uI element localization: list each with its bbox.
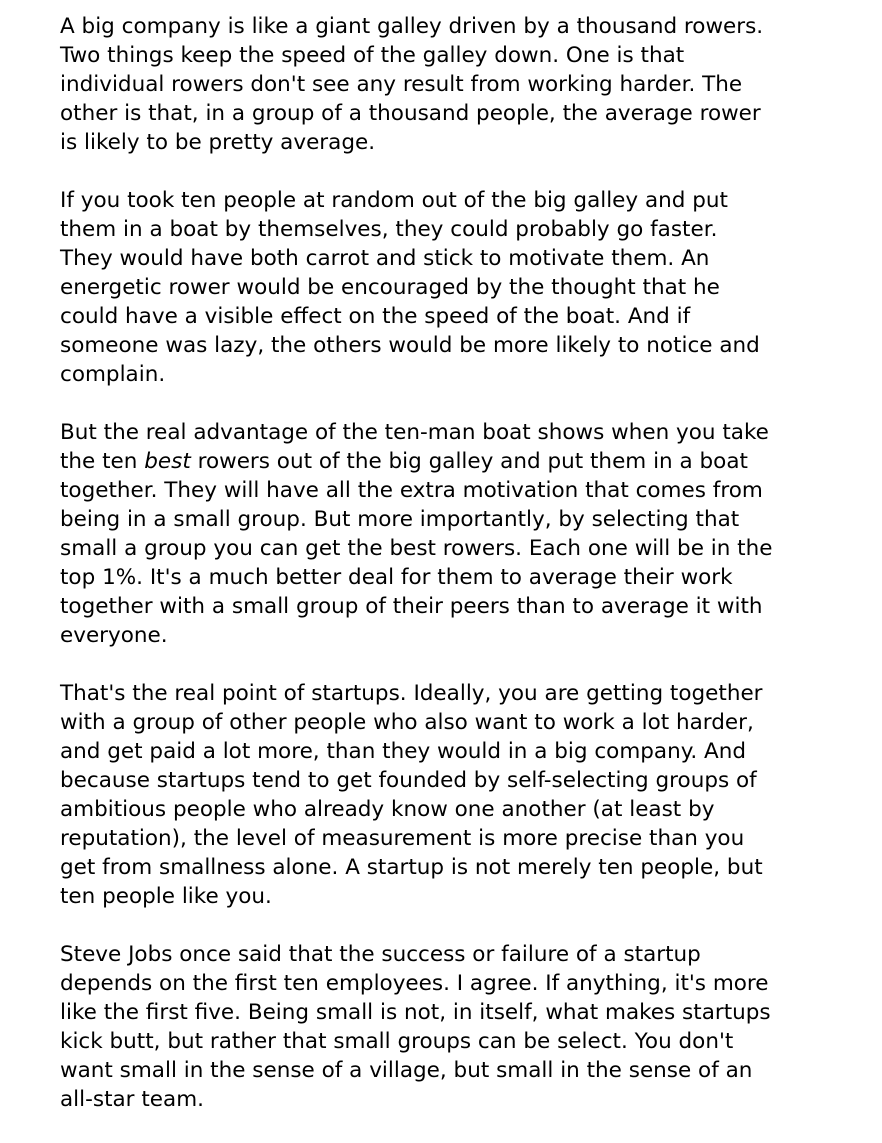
text-line: top 1%. It's a much better deal for them to average their work <box>60 565 733 590</box>
text-segment: the ten <box>60 449 145 474</box>
text-line: other is that, in a group of a thousand people, the average rower <box>60 101 761 126</box>
text-line: They would have both carrot and stick to motivate them. An <box>60 246 710 271</box>
text-line: ten people like you. <box>60 884 272 909</box>
text-line: Two things keep the speed of the galley down. One is that <box>60 43 685 68</box>
text-line: small a group you can get the best rowers. Each one will be in the <box>60 536 773 561</box>
text-line: That's the real point of startups. Ideally, you are getting together <box>60 681 763 706</box>
text-line: depends on the first ten employees. I agree. If anything, it's more <box>60 971 769 996</box>
text-line: get from smallness alone. A startup is not merely ten people, but <box>60 855 763 880</box>
text-line: is likely to be pretty average. <box>60 130 376 155</box>
text-line: them in a boat by themselves, they could probably go faster. <box>60 217 718 242</box>
text-line: Steve Jobs once said that the success or failure of a startup <box>60 942 701 967</box>
text-line: with a group of other people who also want to work a lot harder, <box>60 710 754 735</box>
paragraph <box>60 186 860 389</box>
paragraph <box>60 418 860 650</box>
text-line: could have a visible effect on the speed of the boat. And if <box>60 304 691 329</box>
paragraph <box>60 679 860 911</box>
text-line: complain. <box>60 362 166 387</box>
paragraph <box>60 12 860 157</box>
text-line: together. They will have all the extra motivation that comes from <box>60 478 763 503</box>
text-line: like the first five. Being small is not, in itself, what makes startups <box>60 1000 771 1025</box>
text-line: being in a small group. But more importantly, by selecting that <box>60 507 740 532</box>
text-line: ambitious people who already know one another (at least by <box>60 797 715 822</box>
article-body <box>60 12 860 1143</box>
text-line: all-star team. <box>60 1087 204 1112</box>
text-segment: rowers out of the big galley and put them in a boat <box>190 449 748 474</box>
text-line: someone was lazy, the others would be more likely to notice and <box>60 333 760 358</box>
text-line: everyone. <box>60 623 168 648</box>
text-line: If you took ten people at random out of the big galley and put <box>60 188 728 213</box>
text-line: and get paid a lot more, than they would in a big company. And <box>60 739 747 764</box>
paragraph <box>60 940 860 1114</box>
text-line: want small in the sense of a village, but small in the sense of an <box>60 1058 753 1083</box>
text-line: kick butt, but rather that small groups can be select. You don't <box>60 1029 734 1054</box>
text-line: individual rowers don't see any result from working harder. The <box>60 72 743 97</box>
emphasized-word: best <box>144 449 191 474</box>
text-line: A big company is like a giant galley driven by a thousand rowers. <box>60 14 764 39</box>
text-line: But the real advantage of the ten-man boat shows when you take <box>60 420 769 445</box>
text-line: reputation), the level of measurement is more precise than you <box>60 826 745 851</box>
text-line: because startups tend to get founded by self-selecting groups of <box>60 768 757 793</box>
text-line: energetic rower would be encouraged by the thought that he <box>60 275 720 300</box>
text-line: together with a small group of their peers than to average it with <box>60 594 763 619</box>
text-line-with-emphasis <box>60 447 860 476</box>
